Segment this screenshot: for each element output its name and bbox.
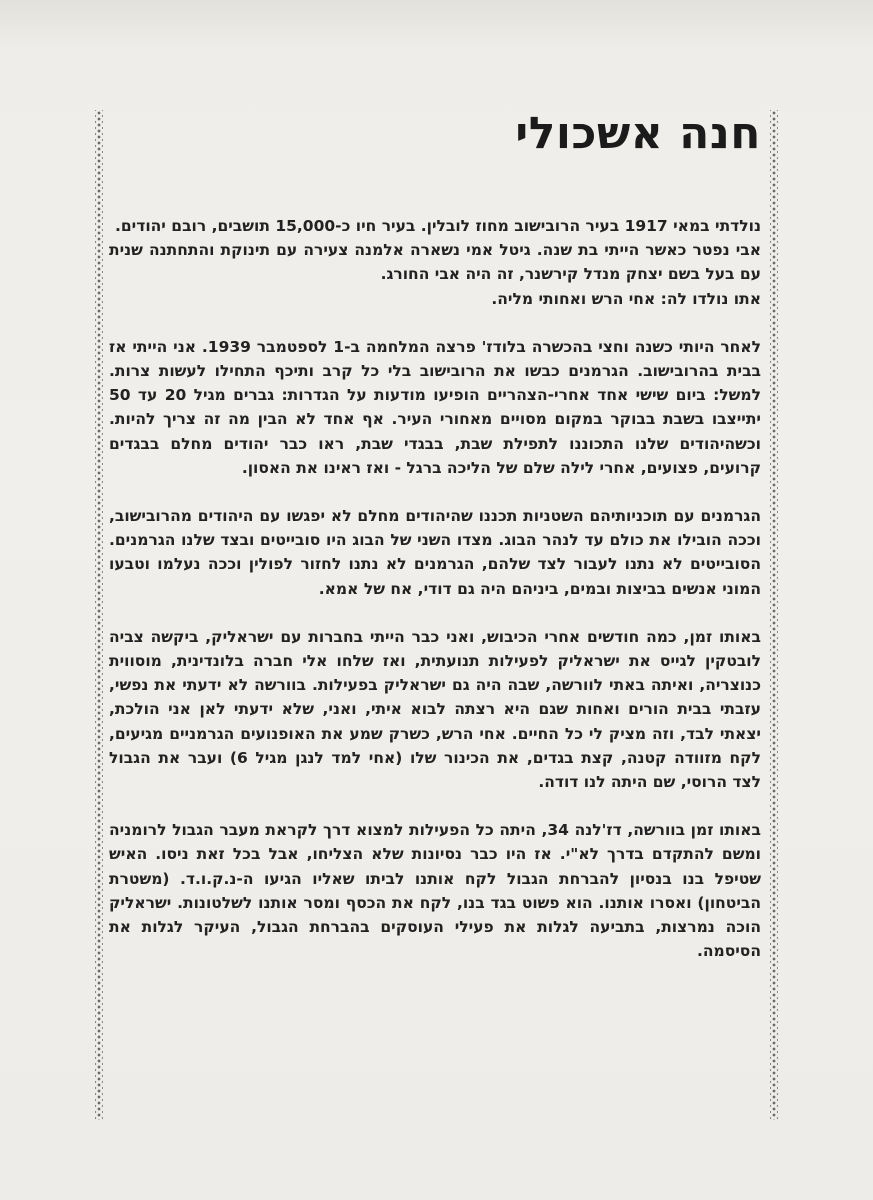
paragraph-siblings: אתו נולדו לה: אחי הרש ואחותי מליה. [491, 289, 761, 308]
paragraph-bug-river: הגרמנים עם תוכניותיהם השטניות תכננו שהיהודים מחלם לא יפגשו עם היהודים מהרובישוב, וככה הובילו את כולם עד לנהר הבוג. מצדו השני של הבוג היו סובייטים ובצד שלנו הגרמנים. הסובייטים לא נתנו לעבור לצד שלהם, הגרמנים לא נתנו לחזור לפולין וככה נעלמו וטבעו המוני אנשים בביצות ובמים, ביניהם היה גם דודי, אח של אמא. [109, 507, 761, 598]
paragraph-father: אבי נפטר כאשר הייתי בת שנה. גיטל אמי נשארה אלמנה צעירה עם תינוקת והתחתנה שנית עם בעל בשם יצחק מנדל קירשנר, זה היה אבי החורג. [109, 241, 761, 284]
document-title: חנה אשכולי [515, 108, 761, 159]
decorative-border-right [770, 110, 778, 1120]
document-body [109, 214, 761, 987]
paragraph-birth: נולדתי במאי 1917 בעיר הרובישוב מחוז לובלין. בעיר חיו כ-15,000 תושבים, רובם יהודים. [114, 217, 761, 235]
paragraph-border-crossing: באותו זמן בוורשה, דז'לנה 34, היתה כל הפעילות למצוא דרך לקראת מעבר הגבול לרומניה ומשם להתקדם בדרך לא"י. אז היו כבר נסיונות שלא הצליחו, אבל בכל זאת ניסו. האיש שטיפל בנו בנסיון להברחת הגבול לקח אותנו לביתו שאליו הגיעו ה-נ.ק.ו.ד. (משטרת הביטחון) ואסרו אותנו. הוא פשוט בגד בנו, לקח את הכסף ומסר אותנו לשלטונות. ישראליק הוכה נמרצות, בתביעה לגלות את פעילי העוסקים בהברחת הגבול, העיקר לגלות את הסיסמה. [109, 821, 761, 961]
paragraph-warsaw: באותו זמן, כמה חודשים אחרי הכיבוש, ואני כבר הייתי בחברות עם ישראליק, ביקשה צביה לובטקין לגייס את ישראליק לפעילות תנועתית, ואז שלחו אלי חברה בלונדינית, מוסווית כנוצריה, ואיתה באתי לוורשה, שבה היה גם ישראליק בפעילות. בוורשה לא ידעתי את נפשי, עזבתי בבית הורים ואחות שגם היא רצתה לבוא איתי, ואני, שלא ידעתי לאן אני הולכת, יצאתי לבד, וזה מציק לי כל החיים. אחי הרש, כשרק שמע את האופנועים הגרמניים מגיעים, לקח מזוודה קטנה, קצת בגדים, את הכינור שלו (אחי למד לנגן מגיל 6) ועבר את הגבול לצד הרוסי, שם היתה לנו דודה. [109, 627, 761, 792]
paragraph-war-outbreak: לאחר היותי כשנה וחצי בהכשרה בלודז' פרצה המלחמה ב-1 לספטמבר 1939. אני הייתי אז בבית בהרובישוב. הגרמנים כבשו את הרובישוב בלי כל קרב ותיכף התחילו לעשות צרות. למשל: ביום שישי אחד אחרי-הצהריים הופיעו מודעות על הגדרות: גברים מגיל 20 עד 50 יתייצבו בשבת בבוקר במקום מסויים מאחורי העיר. אף אחד לא הבין מה זה צריך להיות. וכשהיהודים שלנו התכוננו לתפילת שבת, בבגדי שבת, ראו כבר יהודים מחלם בבגדים קרועים, פצועים, אחרי לילה שלם של הליכה ברגל - ואז ראינו את האסון. [109, 337, 762, 477]
scan-shadow [0, 0, 873, 50]
decorative-border-left [95, 110, 103, 1120]
